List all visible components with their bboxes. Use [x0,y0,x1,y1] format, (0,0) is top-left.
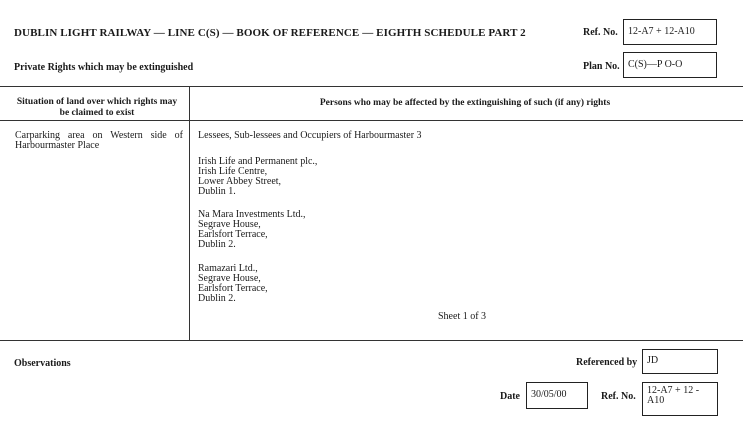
situation-text: Carparking area on Western side of Harbourmaster Place [15,130,183,151]
party-address: Irish Life and Permanent plc., Irish Life Centre, Lower Abbey Street, Dublin 1. [198,156,318,197]
lessees-heading: Lessees, Sub-lessees and Occupiers of Harbourmaster 3 [198,130,422,141]
table-top-border [0,86,743,87]
referenced-by-label: Referenced by [576,357,638,368]
column-header-persons: Persons who may be affected by the extinguishing of such (if any) rights [319,98,611,108]
column-divider [189,86,190,341]
footer-ref-no-line2: A10 [647,395,665,406]
referenced-by-field: JD [642,349,718,374]
date-label: Date [500,391,520,402]
party-address: Na Mara Investments Ltd., Segrave House, Earlsfort Terrace, Dublin 2. [198,209,306,250]
party-address: Ramazari Ltd., Segrave House, Earlsfort Terrace, Dublin 2. [198,263,268,304]
footer-ref-no-line1: 12-A7 + 12 - [647,385,700,396]
sheet-number: Sheet 1 of 3 [438,311,487,322]
table-bottom-border [0,340,743,341]
subtitle: Private Rights which may be extinguished [14,62,194,73]
footer-ref-no-label: Ref. No. [601,391,636,402]
page-title: DUBLIN LIGHT RAILWAY — LINE C(S) — BOOK OF REFERENCE — EIGHTH SCHEDULE PART 2 [14,27,526,39]
column-header-situation: Situation of land over which rights may be claimed to exist [16,97,178,118]
ref-no-field: 12-A7 + 12-A10 [623,19,717,45]
date-field: 30/05/00 [526,382,588,409]
plan-no-field: C(S)—P O-O [623,52,717,78]
ref-no-label: Ref. No. [583,27,618,38]
plan-no-label: Plan No. [583,61,620,72]
footer-ref-no-field [642,382,718,416]
observations-label: Observations [14,358,71,369]
header-divider [0,120,743,121]
